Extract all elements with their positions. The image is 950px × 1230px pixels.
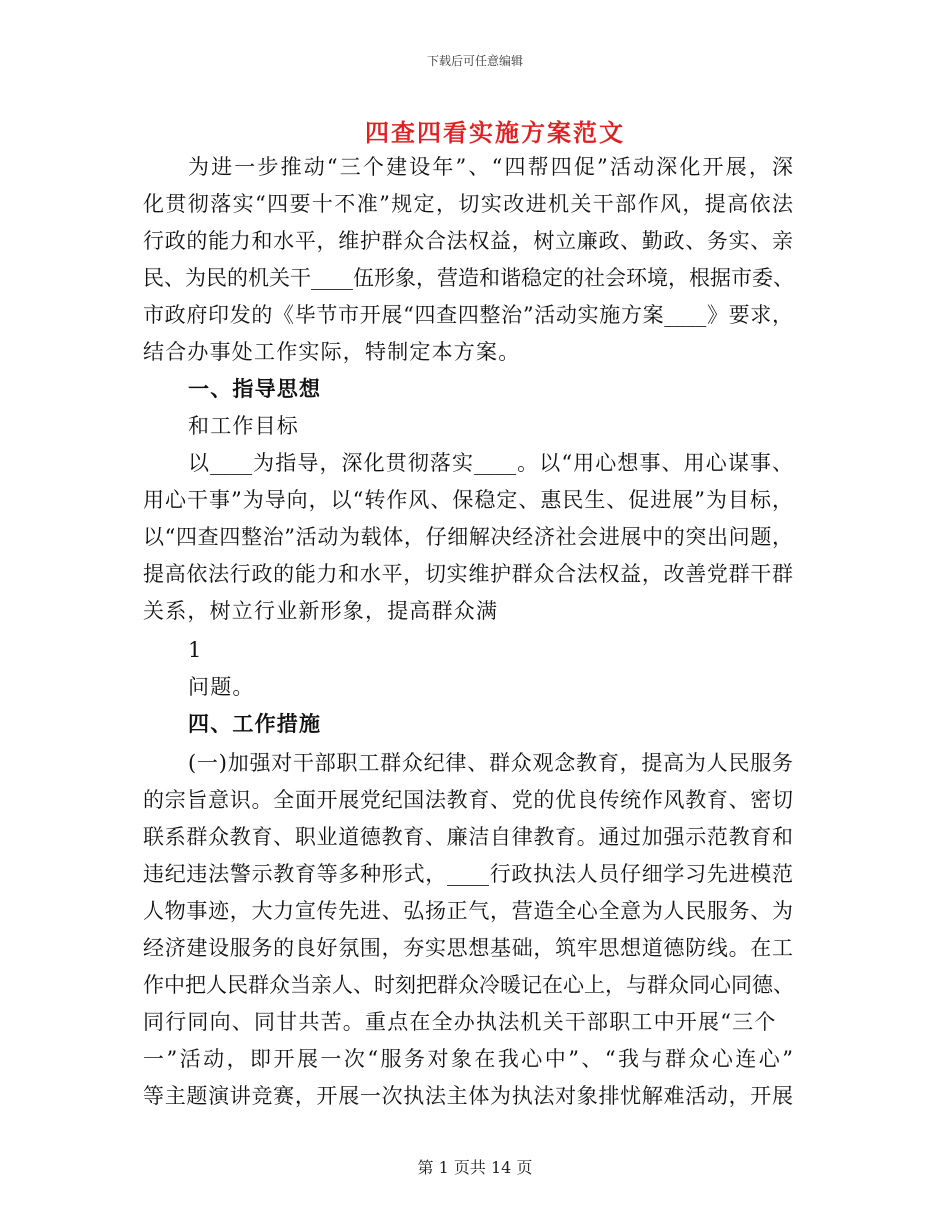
paragraph-line: 化贯彻落实“四要十不准”规定，切实改进机关干部作风，提高依法 <box>143 192 793 216</box>
paragraph-line: 同行同向、同甘共苦。重点在全办执法机关干部职工中开展“三个 <box>143 1010 777 1034</box>
page-title: 四查四看实施方案范文 <box>365 118 625 147</box>
paragraph-line: 经济建设服务的良好氛围，夯实思想基础，筑牢思想道德防线。在工 <box>143 936 793 960</box>
paragraph-line: 提高依法行政的能力和水平，切实维护群众合法权益，改善党群干群 <box>143 562 793 586</box>
paragraph-line: 违纪违法警示教育等多种形式，____行政执法人员仔细学习先进模范 <box>143 862 793 886</box>
page-footer: 第 1 页共 14 页 <box>417 1158 533 1177</box>
paragraph-line: 市政府印发的《毕节市开展“四查四整治”活动实施方案____》要求， <box>143 303 793 327</box>
paragraph-line: 作中把人民群众当亲人、时刻把群众冷暖记在心上，与群众同心同德、 <box>143 973 794 997</box>
paragraph-line: 联系群众教育、职业道德教育、廉洁自律教育。通过加强示范教育和 <box>143 825 793 849</box>
paragraph-line: 以____为指导，深化贯彻落实____。以“用心想事、用心谋事、 <box>188 451 793 475</box>
paragraph-line: 结合办事处工作实际，特制定本方案。 <box>143 340 521 364</box>
paragraph-line: 等主题演讲竞赛，开展一次执法主体为执法对象排忧解难活动，开展 <box>143 1084 793 1108</box>
paragraph-line: 以“四查四整治”活动为载体，仔细解决经济社会进展中的突出问题， <box>143 525 793 549</box>
page-header-note: 下载后可任意编辑 <box>426 54 523 68</box>
paragraph-line: 和工作目标 <box>188 414 299 438</box>
paragraph-line: 行政的能力和水平，维护群众合法权益，树立廉政、勤政、务实、亲 <box>143 229 793 253</box>
paragraph-line: (一)加强对干部职工群众纪律、群众观念教育，提高为人民服务 <box>188 751 793 775</box>
section-heading: 一、指导思想 <box>188 376 322 401</box>
paragraph-line: 民、为民的机关干____伍形象，营造和谐稳定的社会环境，根据市委、 <box>143 266 794 290</box>
paragraph-line: 关系，树立行业新形象，提高群众满 <box>143 599 499 623</box>
paragraph-line: 一”活动，即开展一次“服务对象在我心中”、“我与群众心连心” <box>143 1047 793 1071</box>
paragraph-line: 问题。 <box>188 675 255 699</box>
paragraph-line: 用心干事”为导向，以“转作风、保稳定、惠民生、促进展”为目标， <box>143 488 793 512</box>
paragraph-line: 人物事迹，大力宣传先进、弘扬正气，营造全心全意为人民服务、为 <box>143 899 793 923</box>
section-heading: 四、工作措施 <box>188 711 322 736</box>
page-number-marker: 1 <box>188 638 203 662</box>
paragraph-line: 的宗旨意识。全面开展党纪国法教育、党的优良传统作风教育、密切 <box>143 788 793 812</box>
paragraph-line: 为进一步推动“三个建设年”、“四帮四促”活动深化开展，深 <box>188 155 793 179</box>
